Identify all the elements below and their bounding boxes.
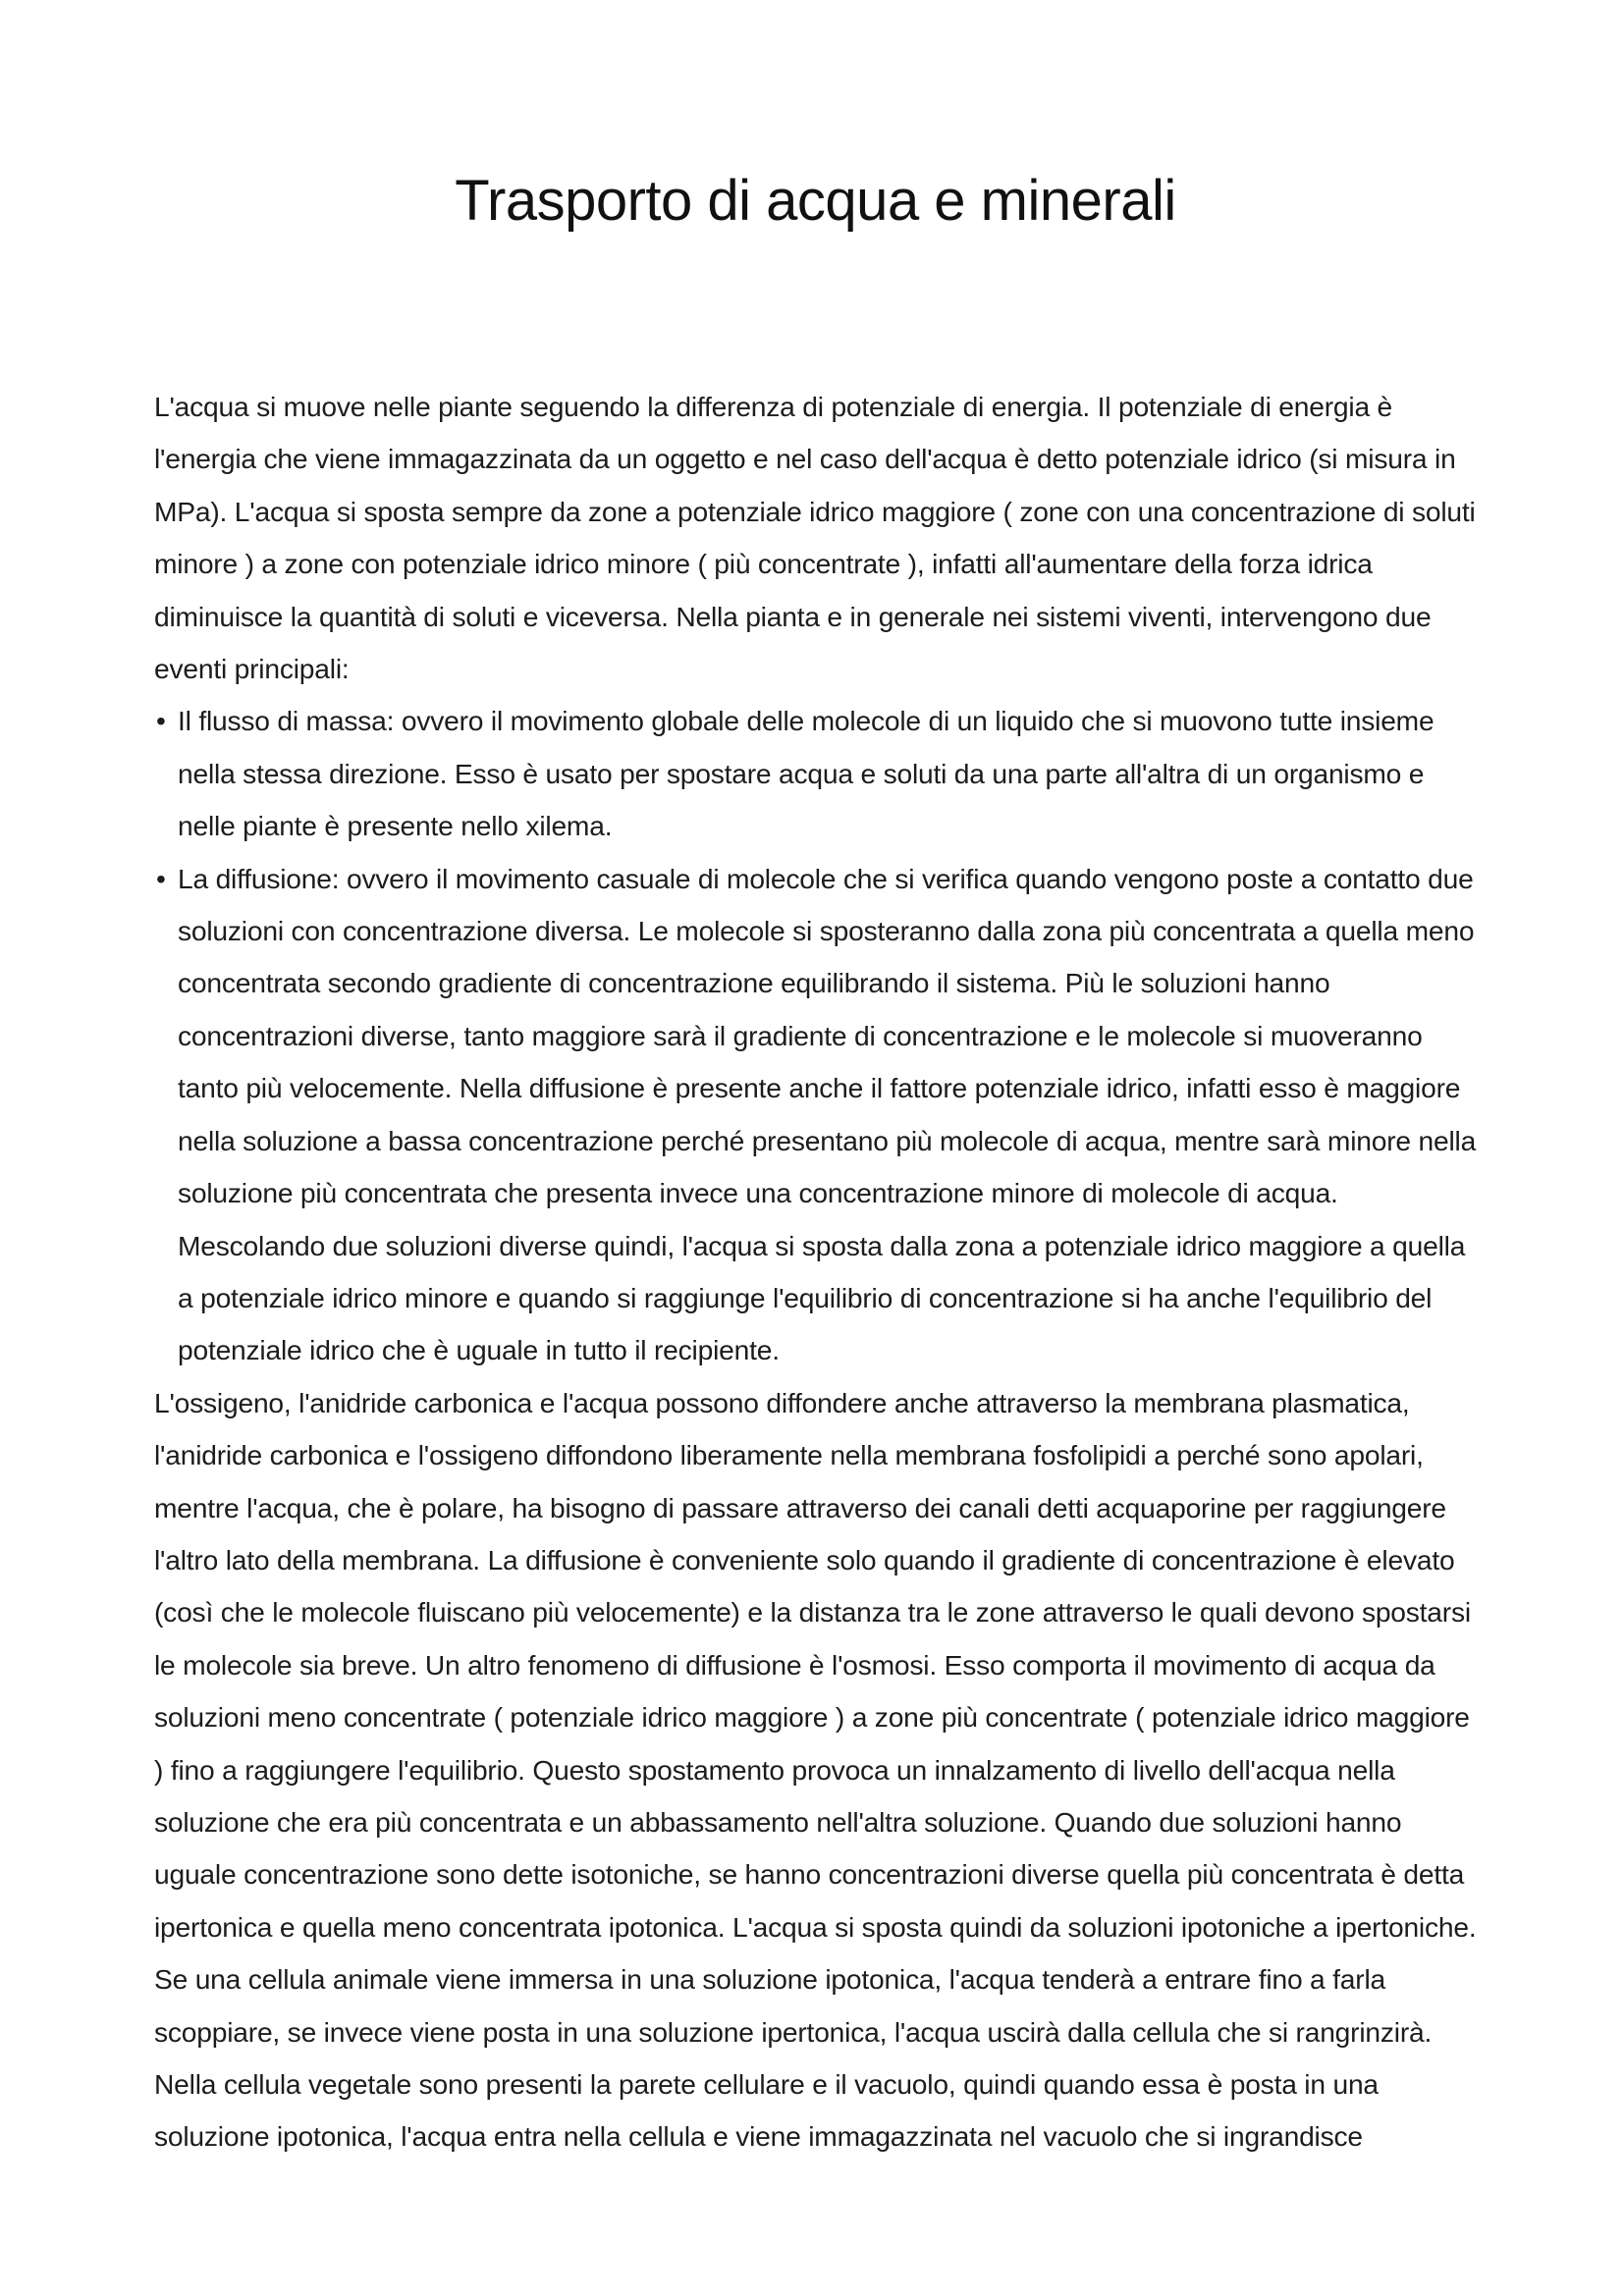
document-body	[154, 381, 1477, 2163]
bullet-marker: •	[156, 862, 166, 894]
bullet-text: Il flusso di massa: ovvero il movimento globale delle molecole di un liquido che si muovono tutte insieme nella stessa direzione. Esso è usato per spostare acqua e soluti da una parte all'altra di un organismo e nelle piante è presente nello xilema.	[178, 705, 1435, 842]
bullet-item-mass-flow	[154, 695, 1477, 852]
bullet-item-diffusion	[154, 853, 1477, 1377]
bullet-list	[154, 695, 1477, 1376]
bullet-marker: •	[156, 705, 166, 737]
closing-paragraph: L'ossigeno, l'anidride carbonica e l'acqua possono diffondere anche attraverso la membrana plasmatica, l'anidride carbonica e l'ossigeno diffondono liberamente nella membrana fosfolipidi a perché sono apolari, mentre l'acqua, che è polare, ha bisogno di passare attraverso dei canali detti acquaporine per raggiungere l'altro lato della membrana. La diffusione è conveniente solo quando il gradiente di concentrazione è elevato (così che le molecole fluiscano più velocemente) e la distanza tra le zone attraverso le quali devono spostarsi le molecole sia breve. Un altro fenomeno di diffusione è l'osmosi. Esso comporta il movimento di acqua da soluzioni meno concentrate ( potenziale idrico maggiore ) a zone più concentrate ( potenziale idrico maggiore ) fino a raggiungere l'equilibrio. Questo spostamento provoca un innalzamento di livello dell'acqua nella soluzione che era più concentrata e un abbassamento nell'altra soluzione. Quando due soluzioni hanno uguale concentrazione sono dette isotoniche, se hanno concentrazioni diverse quella più concentrata è detta ipertonica e quella meno concentrata ipotonica. L'acqua si sposta quindi da soluzioni ipotoniche a ipertoniche. Se una cellula animale viene immersa in una soluzione ipotonica, l'acqua tenderà a entrare fino a farla scoppiare, se invece viene posta in una soluzione ipertonica, l'acqua uscirà dalla cellula che si rangrinzirà. Nella cellula vegetale sono presenti la parete cellulare e il vacuolo, quindi quando essa è posta in una soluzione ipotonica, l'acqua entra nella cellula e viene immagazzinata nel vacuolo che si ingrandisce	[154, 1386, 1477, 2153]
bullet-text: La diffusione: ovvero il movimento casuale di molecole che si verifica quando vengono poste a contatto due soluzioni con concentrazione diversa. Le molecole si sposteranno dalla zona più concentrata a quella meno concentrata secondo gradiente di concentrazione equilibrando il sistema. Più le soluzioni hanno concentrazioni diverse, tanto maggiore sarà il gradiente di concentrazione e le molecole si muoveranno tanto più velocemente. Nella diffusione è presente anche il fattore potenziale idrico, infatti esso è maggiore nella soluzione a bassa concentrazione perché presentano più molecole di acqua, mentre sarà minore nella soluzione più concentrata che presenta invece una concentrazione minore di molecole di acqua. Mescolando due soluzioni diverse quindi, l'acqua si sposta dalla zona a potenziale idrico maggiore a quella a potenziale idrico minore e quando si raggiunge l'equilibrio di concentrazione si ha anche l'equilibrio del potenziale idrico che è uguale in tutto il recipiente.	[178, 862, 1477, 1366]
intro-paragraph: L'acqua si muove nelle piante seguendo la differenza di potenziale di energia. Il potenziale di energia è l'energia che viene immagazzinata da un oggetto e nel caso dell'acqua è detto potenziale idrico (si misura in MPa). L'acqua si sposta sempre da zone a potenziale idrico maggiore ( zone con una concentrazione di soluti minore ) a zone con potenziale idrico minore ( più concentrate ), infatti all'aumentare della forza idrica diminuisce la quantità di soluti e viceversa. Nella pianta e in generale nei sistemi viventi, intervengono due eventi principali:	[154, 391, 1476, 685]
page-title: Trasporto di acqua e minerali	[455, 169, 1176, 233]
